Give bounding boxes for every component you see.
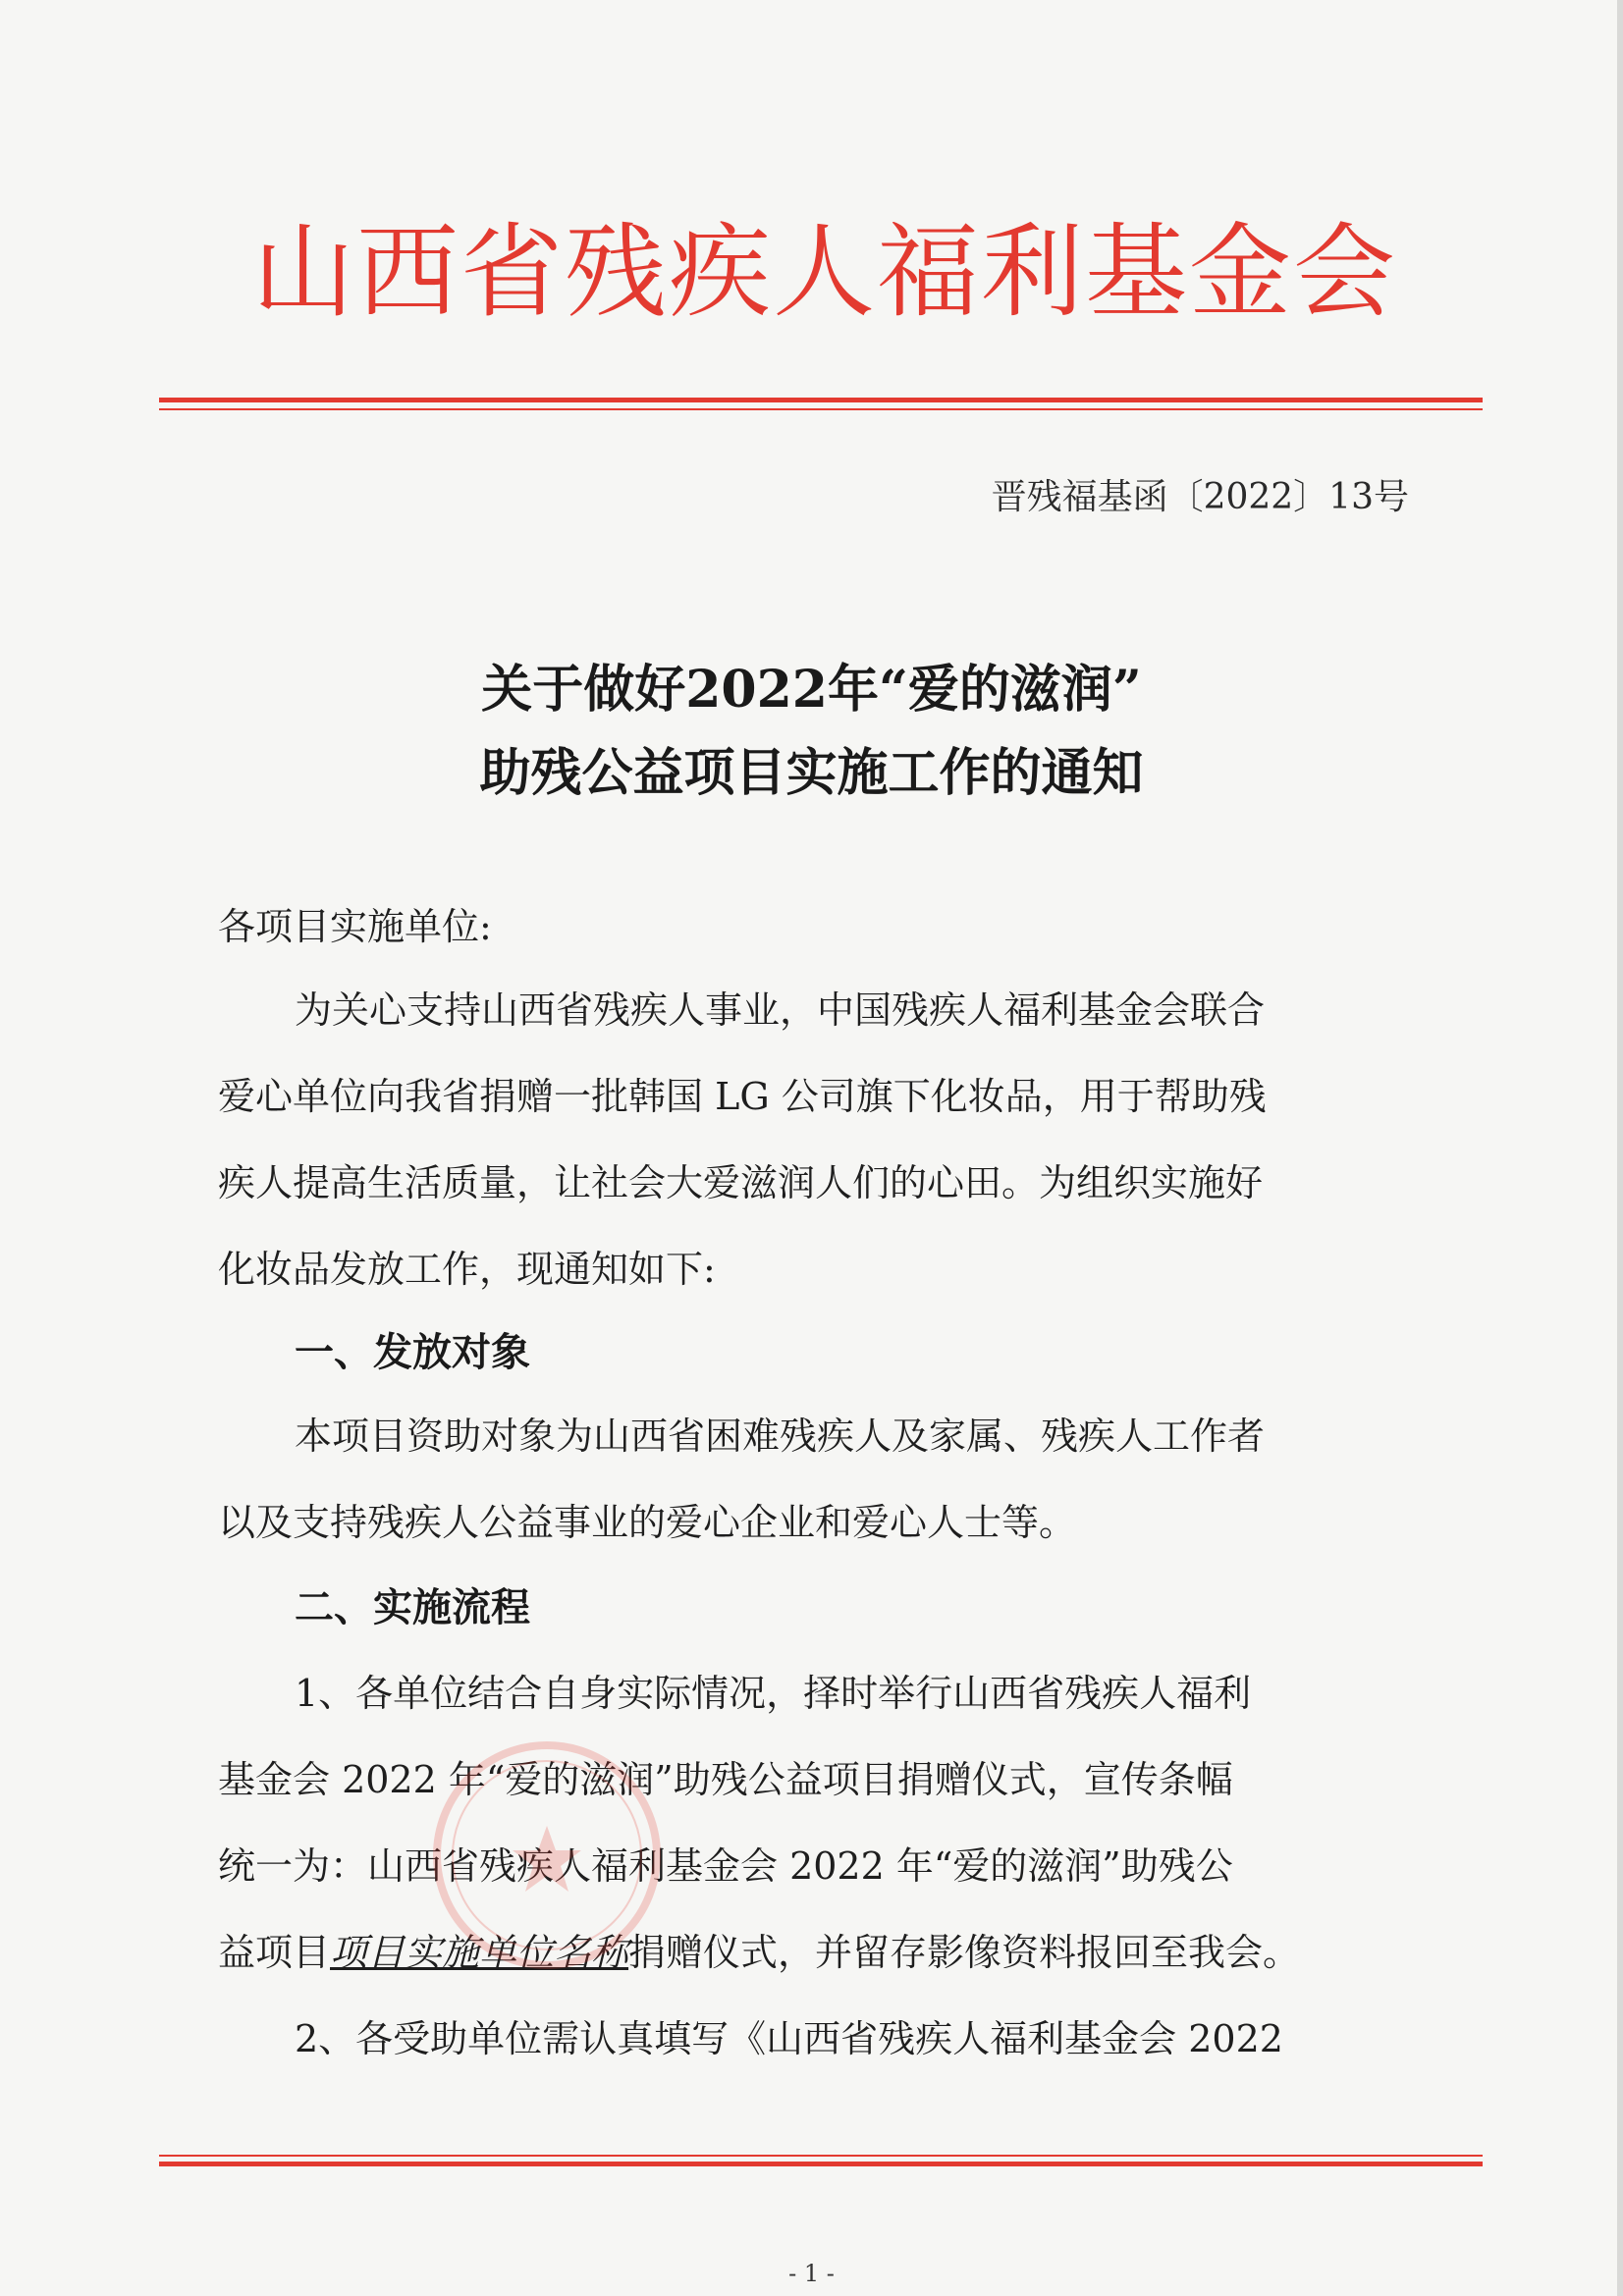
org-letterhead: 山西省残疾人福利基金会 [251, 212, 1397, 332]
paragraph-line: 疾人提高生活质量，让社会大爱滋润人们的心田。为组织实施好 [218, 1161, 1264, 1204]
header-rule-thick [159, 398, 1483, 402]
paragraph-line: 本项目资助对象为山西省困难残疾人及家属、残疾人工作者 [295, 1415, 1266, 1458]
paragraph-line: 化妆品发放工作，现通知如下: [218, 1248, 716, 1291]
footer-rule-thick [159, 2162, 1483, 2166]
section-heading-1: 一、发放对象 [295, 1330, 530, 1375]
page-number: - 1 - [788, 2260, 835, 2287]
footer-rule-thin [159, 2155, 1483, 2157]
notice-title-line-1: 关于做好2022年“爱的滋润” [481, 660, 1142, 720]
official-seal-stamp [424, 1733, 670, 1978]
paragraph-line: 2、各受助单位需认真填写《山西省残疾人福利基金会 2022 [295, 2017, 1283, 2060]
paragraph-line: 为关心支持山西省残疾人事业，中国残疾人福利基金会联合 [295, 988, 1266, 1032]
paragraph-line: 统一为：山西省残疾人福利基金会 2022 年“爱的滋润”助残公 [218, 1844, 1233, 1888]
paragraph-line: 1、各单位结合自身实际情况，择时举行山西省残疾人福利 [295, 1672, 1252, 1715]
paragraph-line [218, 1931, 1301, 1974]
document-number: 晋残福基函〔2022〕13号 [991, 477, 1409, 517]
section-heading-2: 二、实施流程 [295, 1585, 530, 1630]
header-rule-thin [159, 408, 1483, 410]
text-fragment: 捐赠仪式，并留存影像资料报回至我会。 [628, 1931, 1301, 1974]
page-edge [1617, 0, 1623, 2296]
salutation: 各项目实施单位: [218, 905, 492, 948]
notice-title-line-2: 助残公益项目实施工作的通知 [479, 743, 1144, 803]
paragraph-line: 基金会 2022 年“爱的滋润”助残公益项目捐赠仪式，宣传条幅 [218, 1758, 1233, 1801]
text-fragment: 益项目 [218, 1931, 331, 1974]
placeholder-unit-name: 项目实施单位名称 [330, 1931, 629, 1974]
paragraph-line: 爱心单位向我省捐赠一批韩国 LG 公司旗下化妆品，用于帮助残 [218, 1075, 1267, 1118]
paragraph-line: 以及支持残疾人公益事业的爱心企业和爱心人士等。 [218, 1501, 1077, 1544]
